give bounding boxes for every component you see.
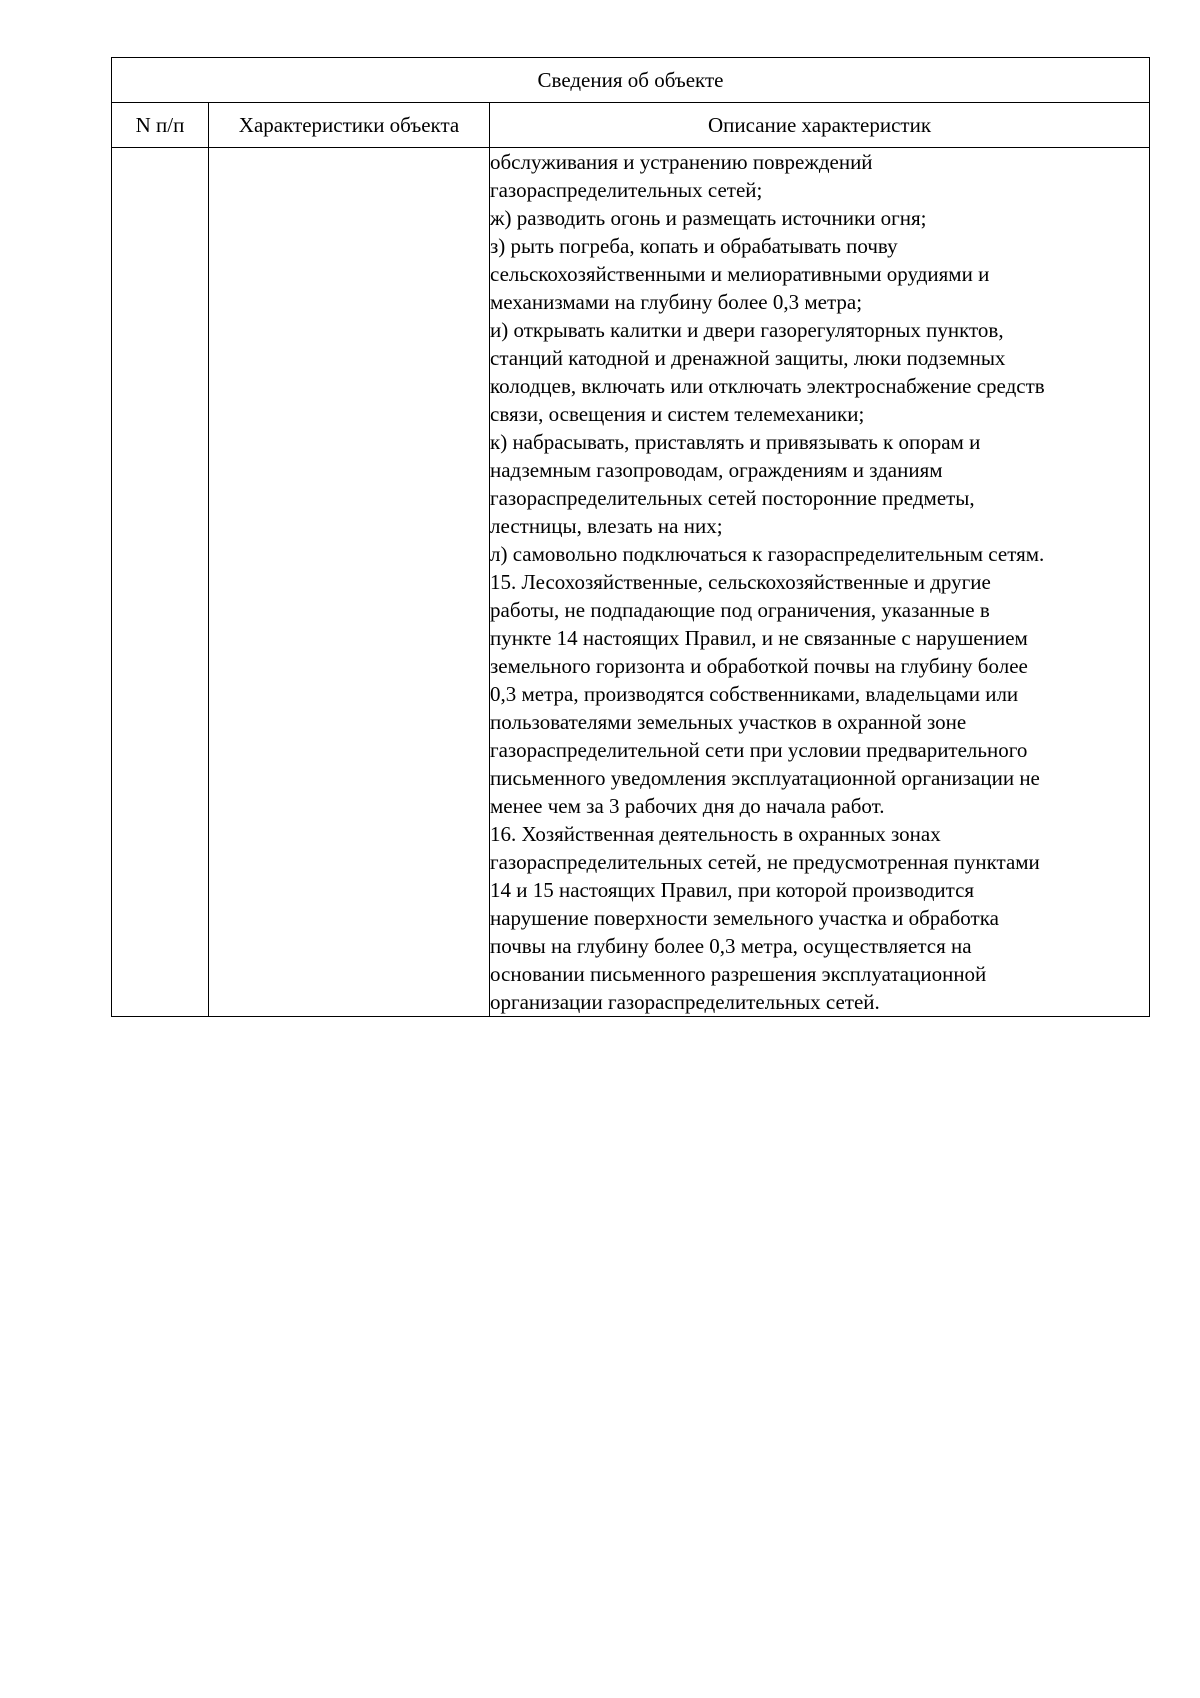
description-line: ж) разводить огонь и размещать источники огня; — [490, 206, 927, 230]
description-line: пользователями земельных участков в охранной зоне — [490, 710, 967, 734]
description-line: 16. Хозяйственная деятельность в охранных зонах — [490, 822, 941, 846]
description-line: газораспределительных сетей посторонние предметы, — [490, 486, 975, 510]
description-line: и) открывать калитки и двери газорегуляторных пунктов, — [490, 318, 1004, 342]
description-line: обслуживания и устранению повреждений — [490, 150, 873, 174]
description-line: 0,3 метра, производятся собственниками, владельцами или — [490, 682, 1019, 706]
header-num: N п/п — [112, 103, 209, 148]
description-line: пункте 14 настоящих Правил, и не связанные с нарушением — [490, 626, 1028, 650]
description-line: к) набрасывать, приставлять и привязывать к опорам и — [490, 430, 981, 454]
row-characteristics-cell — [209, 148, 490, 1017]
header-characteristics: Характеристики объекта — [209, 103, 490, 148]
table-title: Сведения об объекте — [112, 58, 1150, 103]
description-line: основании письменного разрешения эксплуатационной — [490, 962, 987, 986]
description-line: з) рыть погреба, копать и обрабатывать почву — [490, 234, 898, 258]
description-line: газораспределительных сетей; — [490, 178, 763, 202]
description-line: колодцев, включать или отключать электроснабжение средств — [490, 374, 1045, 398]
description-line: л) самовольно подключаться к газораспределительным сетям. — [490, 542, 1045, 566]
table-row — [112, 148, 1150, 1017]
description-line: менее чем за 3 рабочих дня до начала работ. — [490, 794, 885, 818]
row-description-cell — [490, 148, 1150, 1017]
description-line: письменного уведомления эксплуатационной организации не — [490, 766, 1040, 790]
table-header-row — [112, 103, 1150, 148]
description-line: почвы на глубину более 0,3 метра, осуществляется на — [490, 934, 972, 958]
description-line: лестницы, влезать на них; — [490, 514, 723, 538]
description-line: организации газораспределительных сетей. — [490, 990, 880, 1014]
header-description: Описание характеристик — [490, 103, 1150, 148]
description-line: газораспределительной сети при условии предварительного — [490, 738, 1028, 762]
description-line: механизмами на глубину более 0,3 метра; — [490, 290, 863, 314]
description-line: 15. Лесохозяйственные, сельскохозяйственные и другие — [490, 570, 991, 594]
description-line: земельного горизонта и обработкой почвы на глубину более — [490, 654, 1028, 678]
description-line: нарушение поверхности земельного участка и обработка — [490, 906, 999, 930]
description-line: 14 и 15 настоящих Правил, при которой производится — [490, 878, 975, 902]
table-title-row — [112, 58, 1150, 103]
object-info-table — [111, 57, 1150, 1017]
description-line: газораспределительных сетей, не предусмотренная пунктами — [490, 850, 1040, 874]
description-line: надземным газопроводам, ограждениям и зданиям — [490, 458, 943, 482]
description-line: связи, освещения и систем телемеханики; — [490, 402, 865, 426]
description-line: станций катодной и дренажной защиты, люки подземных — [490, 346, 1006, 370]
description-line: сельскохозяйственными и мелиоративными орудиями и — [490, 262, 990, 286]
description-line: работы, не подпадающие под ограничения, указанные в — [490, 598, 990, 622]
row-num-cell — [112, 148, 209, 1017]
